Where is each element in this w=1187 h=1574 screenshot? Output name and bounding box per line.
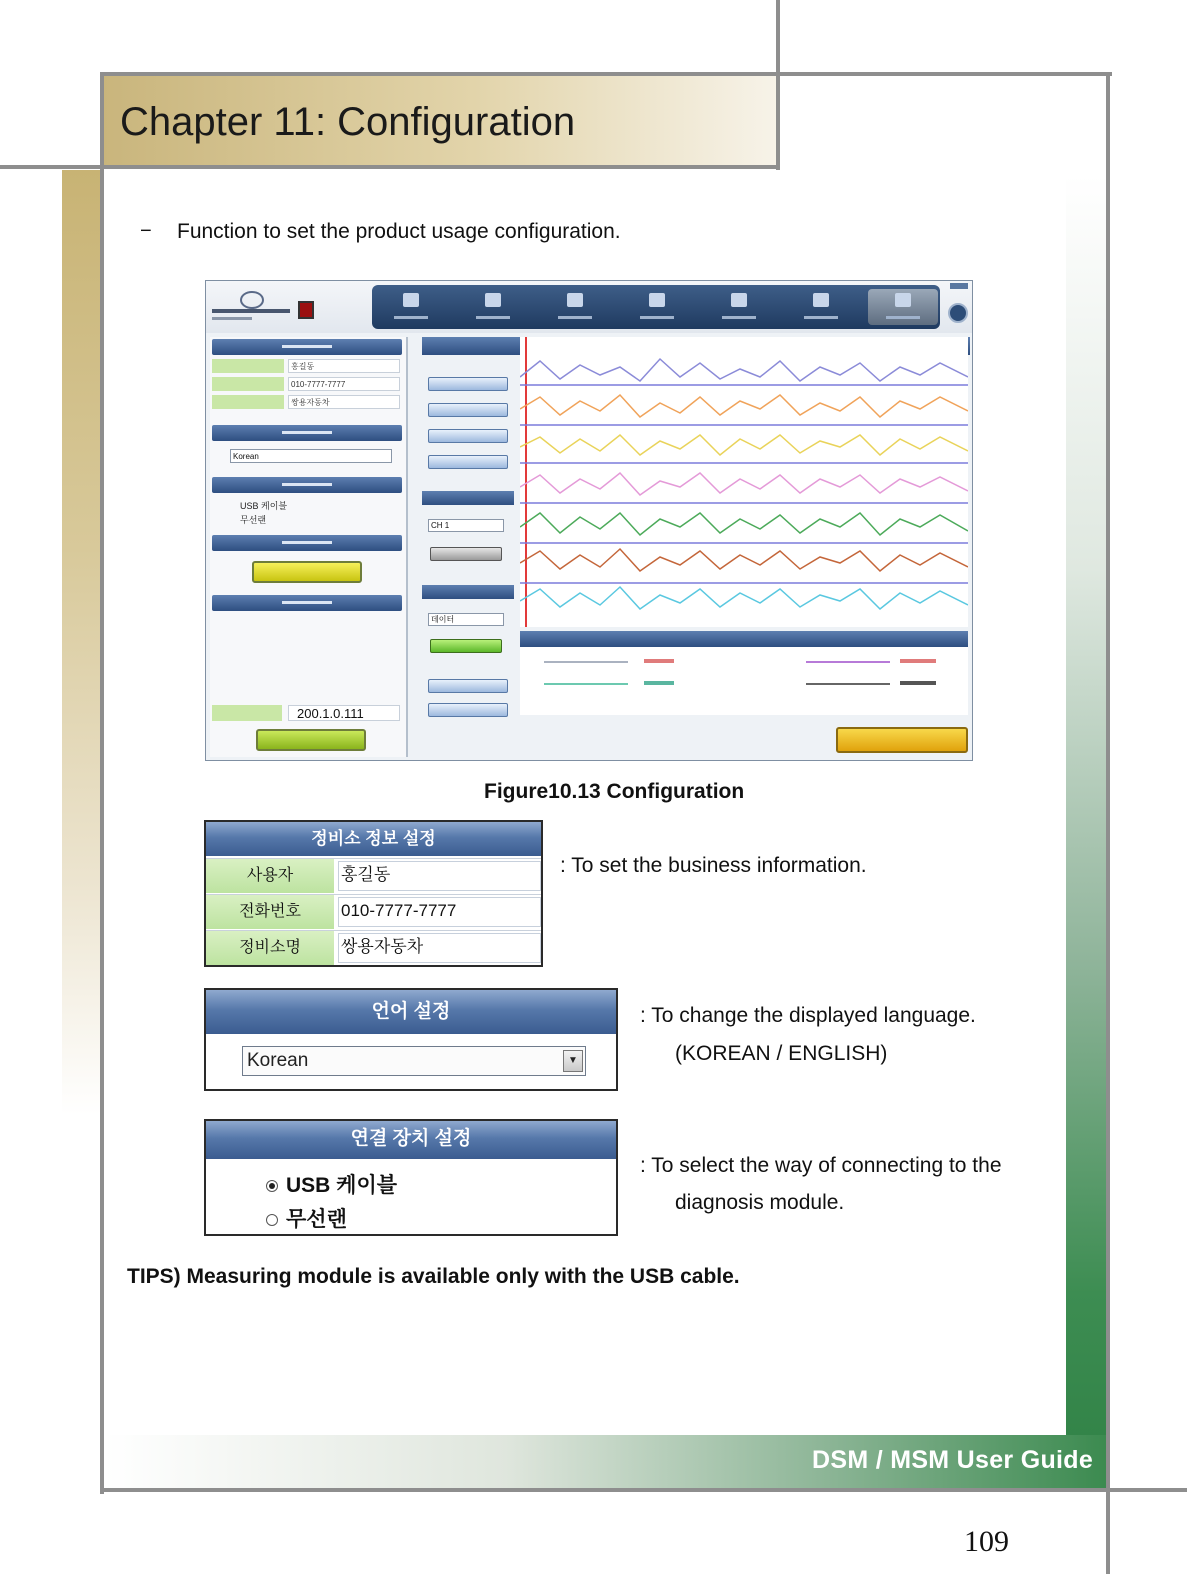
default-button-2 <box>428 703 508 717</box>
configuration-screenshot <box>205 280 973 761</box>
graph-button-2 <box>428 403 508 417</box>
usb-radio-small: USB 케이블 <box>240 501 288 511</box>
background-color-bar <box>422 585 514 599</box>
frame-line <box>100 72 104 1494</box>
graph-button-4 <box>428 455 508 469</box>
ip-value: 200.1.0.111 <box>288 705 400 721</box>
info-row-phone <box>206 894 541 929</box>
nav-data-icon <box>540 289 610 325</box>
window-controls <box>950 283 968 289</box>
channel-select: CH 1 <box>428 519 504 532</box>
language-select-small: Korean <box>230 449 392 463</box>
frame-line <box>0 165 104 169</box>
legend-label-error <box>900 681 936 685</box>
chapter-title: Chapter 11: Configuration <box>120 100 576 144</box>
default-button-1 <box>428 679 508 693</box>
legend-line-event <box>544 683 628 685</box>
page-number: 109 <box>964 1525 1009 1558</box>
language-bar <box>212 425 402 441</box>
info-row-shop <box>206 930 541 965</box>
save-settings-button <box>836 727 968 753</box>
info-value-phone[interactable]: 010-7777-7777 <box>338 897 541 927</box>
legend-line-data <box>544 661 628 663</box>
legend-label-high <box>900 659 936 663</box>
wireless-ip-bar <box>212 595 402 611</box>
info-value-user[interactable]: 홍길동 <box>338 861 541 891</box>
nav-tools-icon <box>786 289 856 325</box>
graph-button-3 <box>428 429 508 443</box>
channel-color-bar <box>422 491 514 505</box>
status-indicator <box>298 301 314 319</box>
connection-description: : To select the way of connecting to the <box>640 1154 1002 1177</box>
language-select[interactable] <box>242 1046 586 1076</box>
phone-label-cell <box>212 377 284 391</box>
language-panel <box>204 988 618 1091</box>
language-description-options: (KOREAN / ENGLISH) <box>675 1042 888 1065</box>
screenshot-middle-panel <box>420 337 516 757</box>
waveform-preview <box>520 337 968 627</box>
language-title: 언어 설정 <box>206 990 616 1034</box>
frame-line <box>104 165 780 169</box>
radio-usb-row[interactable] <box>266 1169 397 1199</box>
info-label-user: 사용자 <box>206 859 334 893</box>
info-value-shop[interactable]: 쌍용자동차 <box>338 933 541 963</box>
left-decorative-band <box>62 170 104 1115</box>
business-info-description: : To set the business information. <box>560 854 867 877</box>
connection-bar <box>212 477 402 493</box>
module-info-bar <box>212 535 402 551</box>
legend-line-high <box>806 661 890 663</box>
background-select: 데이터 <box>428 613 504 626</box>
nav-configuration-icon <box>868 289 938 325</box>
channel-color-button <box>430 547 502 561</box>
legend-label-event <box>644 681 674 685</box>
nav-can-icon <box>704 289 774 325</box>
connection-title: 연결 장치 설정 <box>206 1121 616 1159</box>
frame-line <box>776 0 780 170</box>
legend-bar <box>520 631 968 647</box>
radio-wireless-row[interactable] <box>266 1203 347 1233</box>
info-label-phone: 전화번호 <box>206 895 334 929</box>
tips-note: TIPS) Measuring module is available only with the USB cable. <box>127 1265 740 1288</box>
frame-line <box>1106 72 1110 1574</box>
module-info-button <box>252 561 362 583</box>
screenshot-left-panel <box>210 337 408 757</box>
frame-line <box>100 1488 1110 1492</box>
language-select-value: Korean <box>247 1050 309 1071</box>
connection-description-cont: diagnosis module. <box>675 1191 845 1214</box>
frame-line <box>1066 1488 1187 1492</box>
language-description: : To change the displayed language. <box>640 1004 976 1027</box>
ip-setting-button <box>256 729 366 751</box>
legend-line-error <box>806 683 890 685</box>
info-label-shop: 정비소명 <box>206 931 334 965</box>
nav-scope-icon <box>622 289 692 325</box>
footer-guide-title: DSM / MSM User Guide <box>812 1446 1094 1474</box>
ip-label-cell <box>212 705 282 721</box>
business-info-bar <box>212 339 402 355</box>
nav-search-icon <box>376 289 446 325</box>
brand-logo <box>212 287 292 327</box>
radio-selected-icon[interactable] <box>266 1180 278 1192</box>
graphics-legend <box>520 631 968 715</box>
connection-panel <box>204 1119 618 1236</box>
intro-text: Function to set the product usage configuration. <box>177 220 621 243</box>
shop-value-cell: 쌍용자동차 <box>288 395 400 409</box>
radio-usb-label: USB 케이블 <box>286 1174 398 1197</box>
figure-caption: Figure10.13 Configuration <box>484 780 745 803</box>
shop-label-cell <box>212 395 284 409</box>
radio-wireless-label: 무선랜 <box>286 1208 347 1231</box>
frame-line <box>102 72 1112 76</box>
user-label-cell <box>212 359 284 373</box>
legend-label-data <box>644 659 674 663</box>
radio-empty-icon[interactable] <box>266 1214 278 1226</box>
wireless-radio-small: 무선랜 <box>240 515 267 525</box>
chevron-down-icon[interactable]: ▼ <box>563 1050 583 1072</box>
right-decorative-band <box>1066 175 1108 1490</box>
background-color-button <box>430 639 502 653</box>
phone-value-cell: 010-7777-7777 <box>288 377 400 391</box>
user-value-cell: 홍길동 <box>288 359 400 373</box>
screenshot-nav-bar <box>372 285 940 329</box>
info-row-user <box>206 858 541 893</box>
graph-button-1 <box>428 377 508 391</box>
business-info-title: 정비소 정보 설정 <box>206 822 541 856</box>
help-icon <box>948 303 968 323</box>
business-info-panel <box>204 820 543 967</box>
nav-diagnosis-icon <box>458 289 528 325</box>
bullet-dash: − <box>140 220 152 242</box>
